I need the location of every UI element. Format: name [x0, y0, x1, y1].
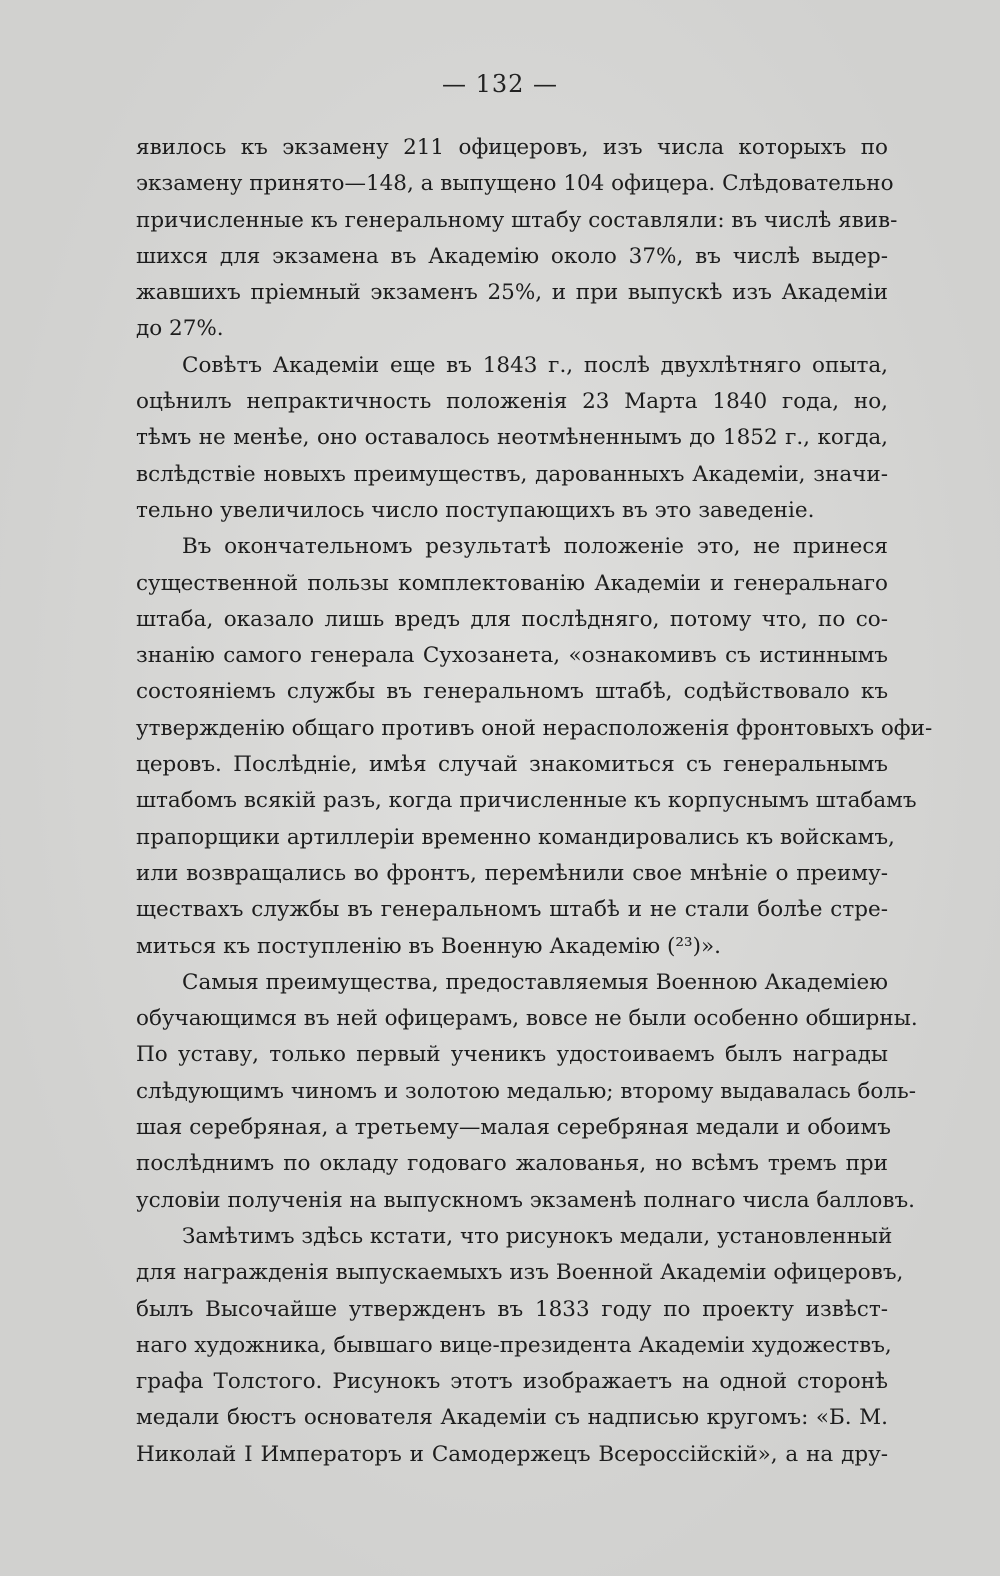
- text-line: наго художника, бывшаго вице-президента Академiи художествъ,: [136, 1332, 892, 1358]
- text-line: для награжденiя выпускаемыхъ изъ Военной Академiи офицеровъ,: [136, 1260, 904, 1286]
- text-line: до 27%.: [136, 316, 224, 342]
- text-line: утвержденiю общаго противъ оной нерасположенiя фронтовыхъ офи-: [136, 715, 933, 741]
- text-line: ществахъ службы въ генеральномъ штабѣ и не стали болѣе стре-: [136, 897, 888, 923]
- text-line: шая серебряная, а третьему—малая серебряная медали и обоимъ: [136, 1115, 891, 1141]
- text-line: явилось къ экзамену 211 офицеровъ, изъ числа которыхъ по: [136, 135, 888, 160]
- text-line: графа Толстого. Рисунокъ этотъ изображаетъ на одной сторонѣ: [136, 1369, 888, 1395]
- text-line: былъ Высочайше утвержденъ въ 1833 году по проекту извѣст-: [136, 1296, 888, 1322]
- text-block: [136, 130, 933, 1473]
- text-line: Замѣтимъ здѣсь кстати, что рисунокъ медали, установленный: [182, 1223, 893, 1249]
- text-line: тѣмъ не менѣе, оно оставалось неотмѣненнымъ до 1852 г., когда,: [136, 425, 888, 451]
- paragraph-4: [136, 965, 918, 1219]
- text-line: условiи полученiя на выпускномъ экзаменѣ полнаго числа балловъ.: [136, 1187, 915, 1213]
- text-line: послѣднимъ по окладу годоваго жалованья, но всѣмъ тремъ при: [136, 1151, 888, 1177]
- paragraph-1: [136, 130, 898, 348]
- text-line: слѣдующимъ чиномъ и золотою медалью; второму выдавалась боль-: [136, 1078, 916, 1104]
- text-line: шихся для экзамена въ Академiю около 37%, въ числѣ выдер-: [136, 243, 888, 269]
- text-line: состоянiемъ службы въ генеральномъ штабѣ, содѣйствовало къ: [136, 679, 888, 705]
- text-line: Въ окончательномъ результатѣ положенiе это, не принеся: [182, 534, 888, 560]
- text-line: штаба, оказало лишь вредъ для послѣдняго, потому что, по со-: [136, 606, 888, 632]
- text-line: Совѣтъ Академiи еще въ 1843 г., послѣ двухлѣтняго опыта,: [182, 352, 888, 378]
- text-line: Николай I Императоръ и Самодержецъ Всероссiйскiй», а на дру-: [136, 1441, 888, 1467]
- text-line: тельно увеличилось число поступающихъ въ это заведенiе.: [136, 497, 815, 523]
- text-line: вслѣдствiе новыхъ преимуществъ, дарованныхъ Академiи, значи-: [136, 461, 888, 487]
- text-line: оцѣнилъ непрактичность положенiя 23 Марта 1840 года, но,: [136, 389, 888, 415]
- paragraph-2: [136, 348, 888, 529]
- text-line: прапорщики артиллерiи временно командировались къ войскамъ,: [136, 824, 895, 850]
- paragraph-5: [136, 1219, 904, 1473]
- text-line: Самыя преимущества, предоставляемыя Военною Академiею: [182, 969, 888, 995]
- text-line: медали бюстъ основателя Академiи съ надписью кругомъ: «Б. М.: [136, 1405, 888, 1431]
- text-line: существенной пользы комплектованiю Академiи и генеральнаго: [136, 570, 888, 596]
- text-line: миться къ поступленiю въ Военную Академiю (²³)».: [136, 933, 721, 959]
- text-line: церовъ. Послѣднiе, имѣя случай знакомиться съ генеральнымъ: [136, 752, 888, 778]
- text-line: жавшихъ прiемный экзаменъ 25%, и при выпускѣ изъ Академiи: [136, 280, 888, 306]
- text-line: причисленные къ генеральному штабу составляли: въ числѣ явив-: [136, 207, 898, 233]
- page-number: — 132 —: [441, 70, 559, 98]
- paragraph-3: [136, 529, 933, 965]
- text-line: По уставу, только первый ученикъ удостоиваемъ былъ награды: [136, 1042, 888, 1068]
- text-line: или возвращались во фронтъ, перемѣнили свое мнѣнiе о преиму-: [136, 860, 888, 886]
- text-line: знанiю самого генерала Сухозанета, «ознакомивъ съ истиннымъ: [136, 643, 888, 669]
- text-line: штабомъ всякiй разъ, когда причисленные къ корпуснымъ штабамъ: [136, 788, 917, 814]
- text-line: экзамену принято—148, а выпущено 104 офицера. Слѣдовательно: [136, 171, 894, 197]
- text-line: обучающимся въ ней офицерамъ, вовсе не были особенно обширны.: [136, 1006, 918, 1032]
